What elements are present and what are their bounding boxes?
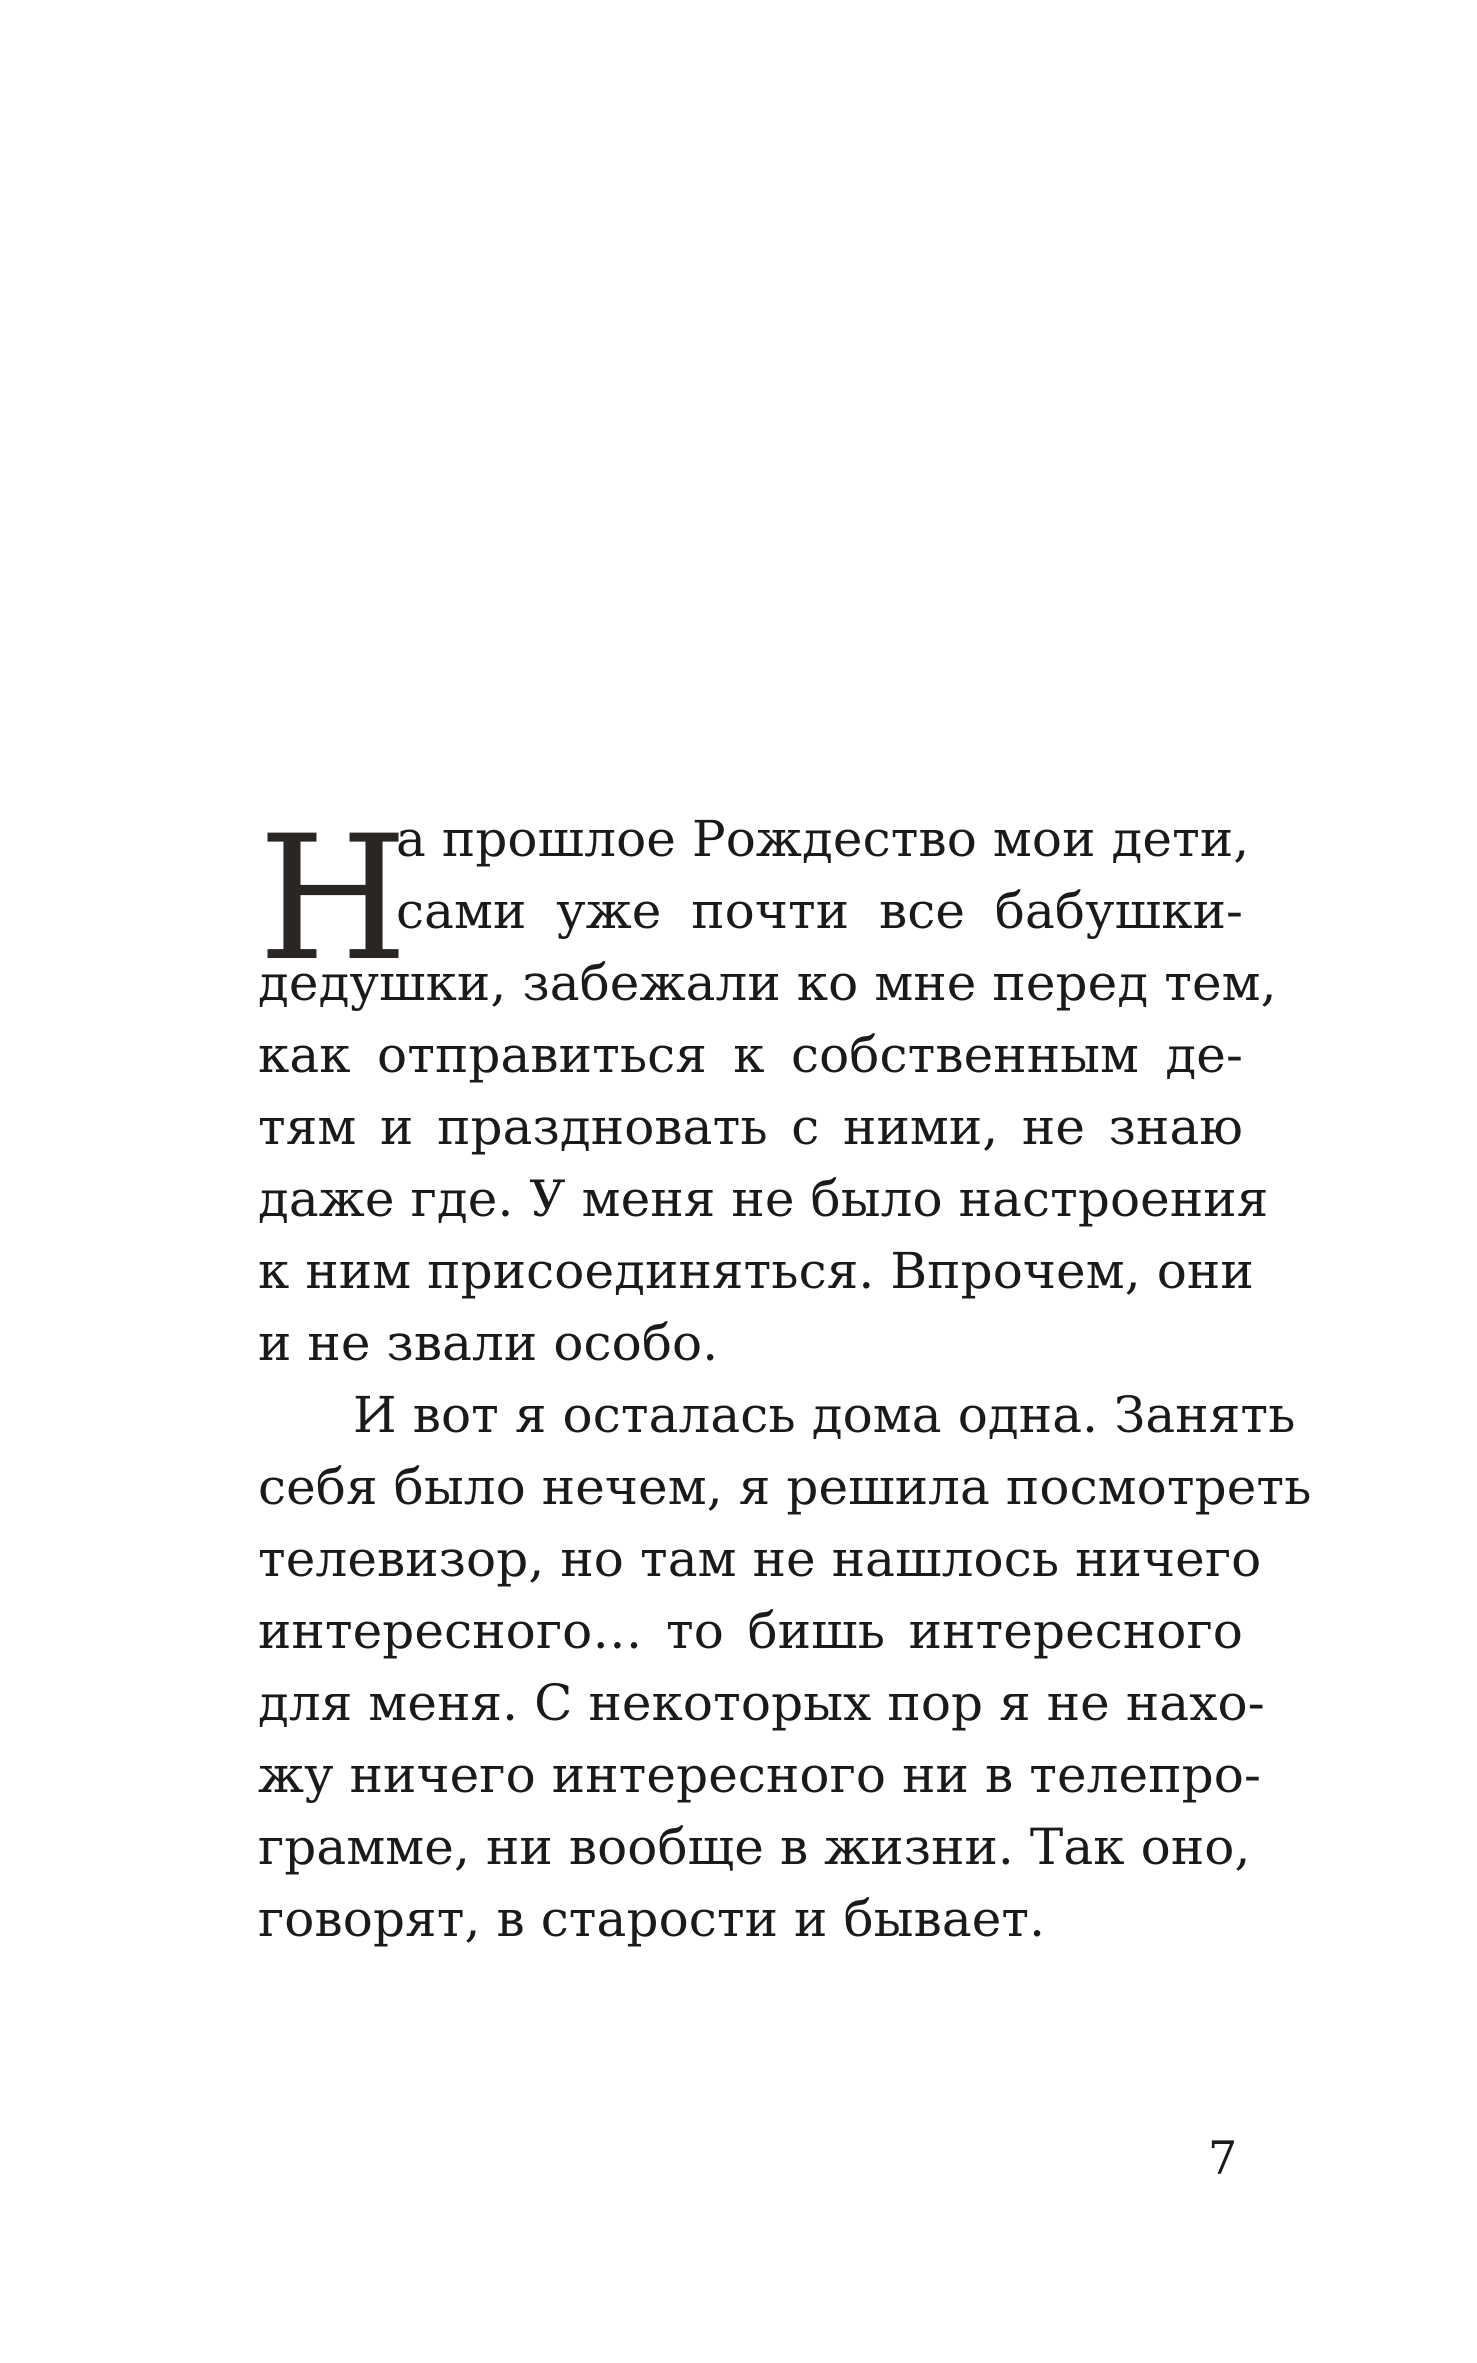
text-line: говорят, в старости и бывает. bbox=[258, 1890, 1046, 1948]
text-line: и не звали особо. bbox=[258, 1314, 719, 1372]
text-line: себя было нечем, я решила посмотреть bbox=[258, 1458, 1312, 1516]
text-line: дедушки, забежали ко мне перед тем, bbox=[258, 954, 1277, 1012]
text-line: к ним присоединяться. Впрочем, они bbox=[258, 1242, 1254, 1300]
text-line: сами уже почти все бабушки- bbox=[396, 882, 1243, 940]
text-line: жу ничего интересного ни в телепро- bbox=[258, 1746, 1261, 1804]
text-line: а прошлое Рождество мои дети, bbox=[396, 810, 1250, 868]
text-line: И вот я осталась дома одна. Занять bbox=[353, 1386, 1296, 1444]
page-number: 7 bbox=[1208, 2131, 1238, 2185]
text-line: интересного… то бишь интересного bbox=[258, 1602, 1243, 1660]
text-line: как отправиться к собственным де- bbox=[258, 1026, 1243, 1084]
text-line: телевизор, но там не нашлось ничего bbox=[258, 1530, 1262, 1588]
text-line: даже где. У меня не было настроения bbox=[258, 1170, 1269, 1228]
text-line: тям и праздновать с ними, не знаю bbox=[258, 1098, 1243, 1156]
drop-cap: Н bbox=[258, 798, 408, 999]
paragraph-2 bbox=[258, 1379, 1312, 1955]
text-line: грамме, ни вообще в жизни. Так оно, bbox=[258, 1818, 1251, 1876]
body-text bbox=[258, 798, 1312, 1955]
text-line: для меня. С некоторых пор я не нахо- bbox=[258, 1674, 1265, 1732]
